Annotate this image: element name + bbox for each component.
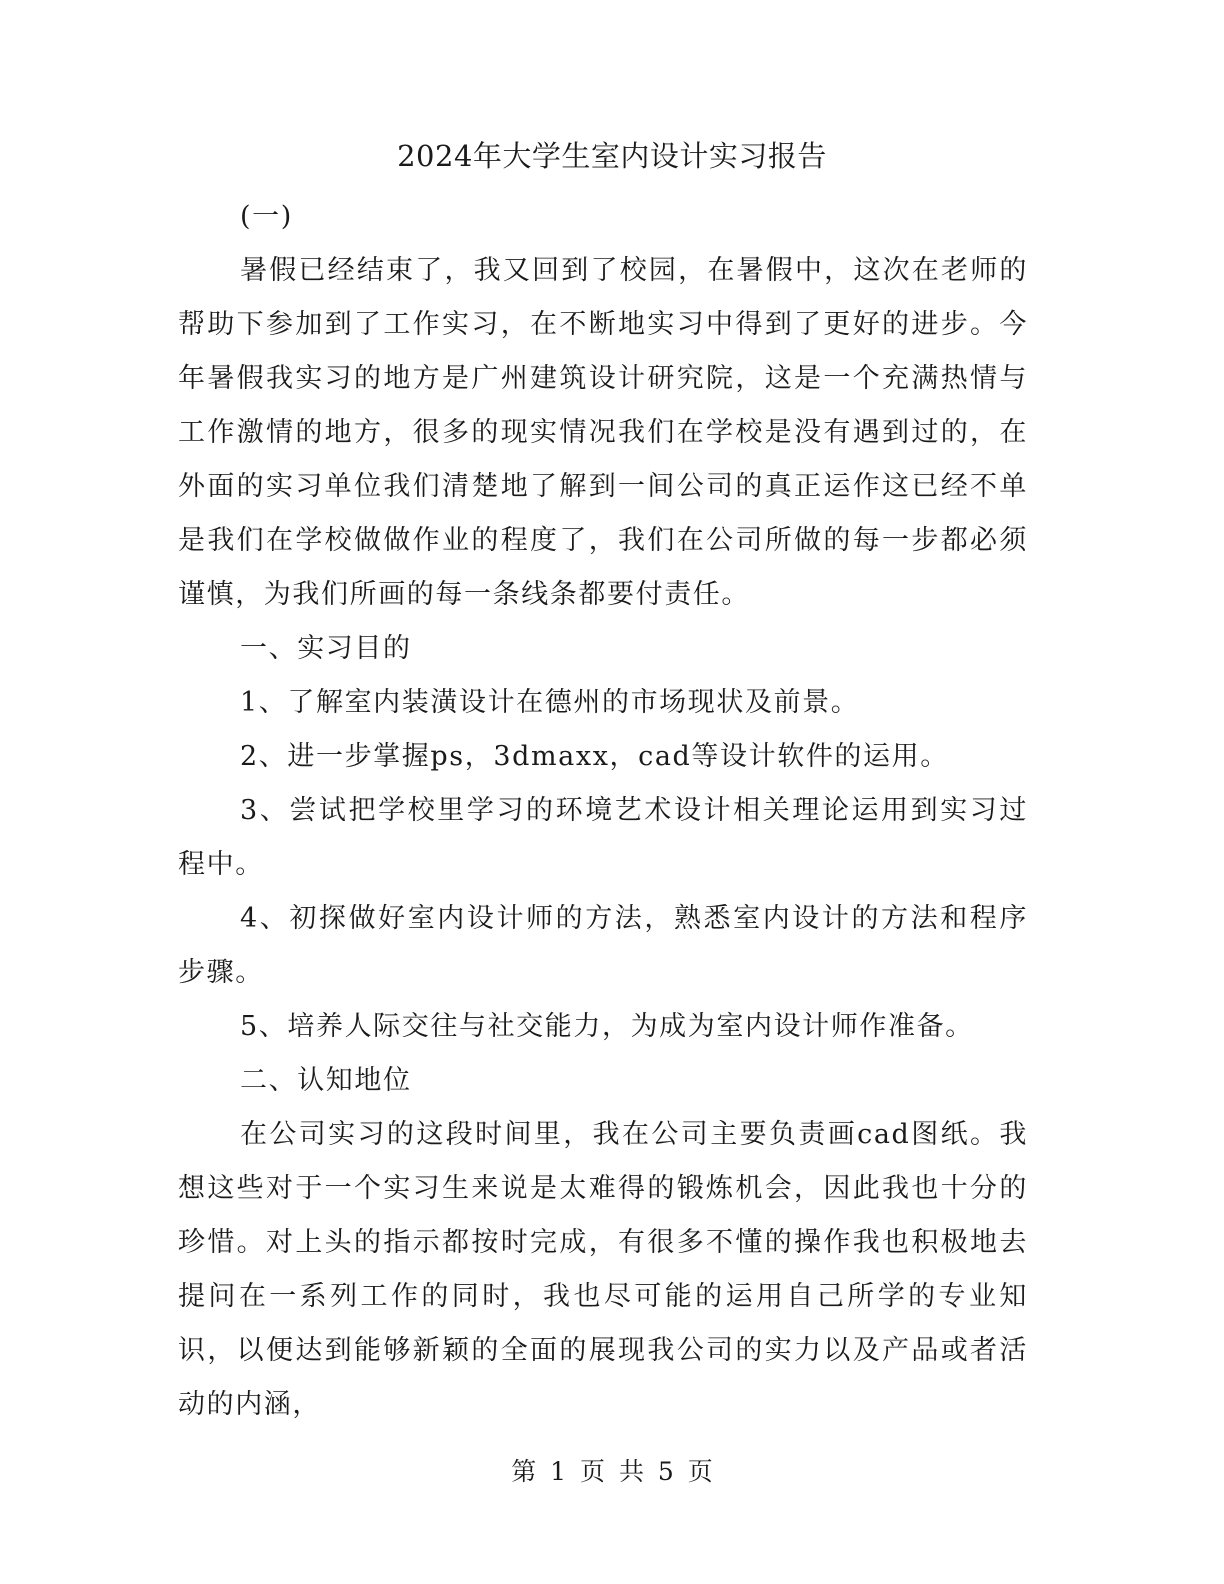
document-body: [178, 190, 1028, 1432]
purpose-item-4: 4、初探做好室内设计师的方法，熟悉室内设计的方法和程序步骤。: [178, 903, 1028, 988]
heading-internship-purpose: 一、实习目的: [240, 633, 412, 664]
purpose-item-3: 3、尝试把学校里学习的环境艺术设计相关理论运用到实习过程中。: [178, 795, 1028, 880]
position-paragraph: 在公司实习的这段时间里，我在公司主要负责画cad图纸。我想这些对于一个实习生来说是太难得的锻炼机会，因此我也十分的珍惜。对上头的指示都按时完成，有很多不懂的操作我也积极地去提问在一系列工作的同时，我也尽可能的运用自己所学的专业知识，以便达到能够新颖的全面的展现我公司的实力以及产品或者活动的内涵，: [178, 1119, 1028, 1420]
document-title: 2024年大学生室内设计实习报告: [397, 139, 827, 173]
section-marker: (一): [240, 201, 293, 232]
intro-paragraph: 暑假已经结束了，我又回到了校园，在暑假中，这次在老师的帮助下参加到了工作实习，在不断地实习中得到了更好的进步。今年暑假我实习的地方是广州建筑设计研究院，这是一个充满热情与工作激情的地方，很多的现实情况我们在学校是没有遇到过的，在外面的实习单位我们清楚地了解到一间公司的真正运作这已经不单是我们在学校做做作业的程度了，我们在公司所做的每一步都必须谨慎，为我们所画的每一条线条都要付责任。: [178, 255, 1028, 610]
purpose-item-2: 2、进一步掌握ps，3dmaxx，cad等设计软件的运用。: [240, 741, 949, 772]
purpose-item-1: 1、了解室内装潢设计在德州的市场现状及前景。: [240, 687, 860, 718]
purpose-item-5: 5、培养人际交往与社交能力，为成为室内设计师作准备。: [240, 1011, 974, 1042]
page-footer: 第 1 页 共 5 页: [511, 1457, 713, 1486]
heading-cognitive-position: 二、认知地位: [240, 1065, 412, 1096]
